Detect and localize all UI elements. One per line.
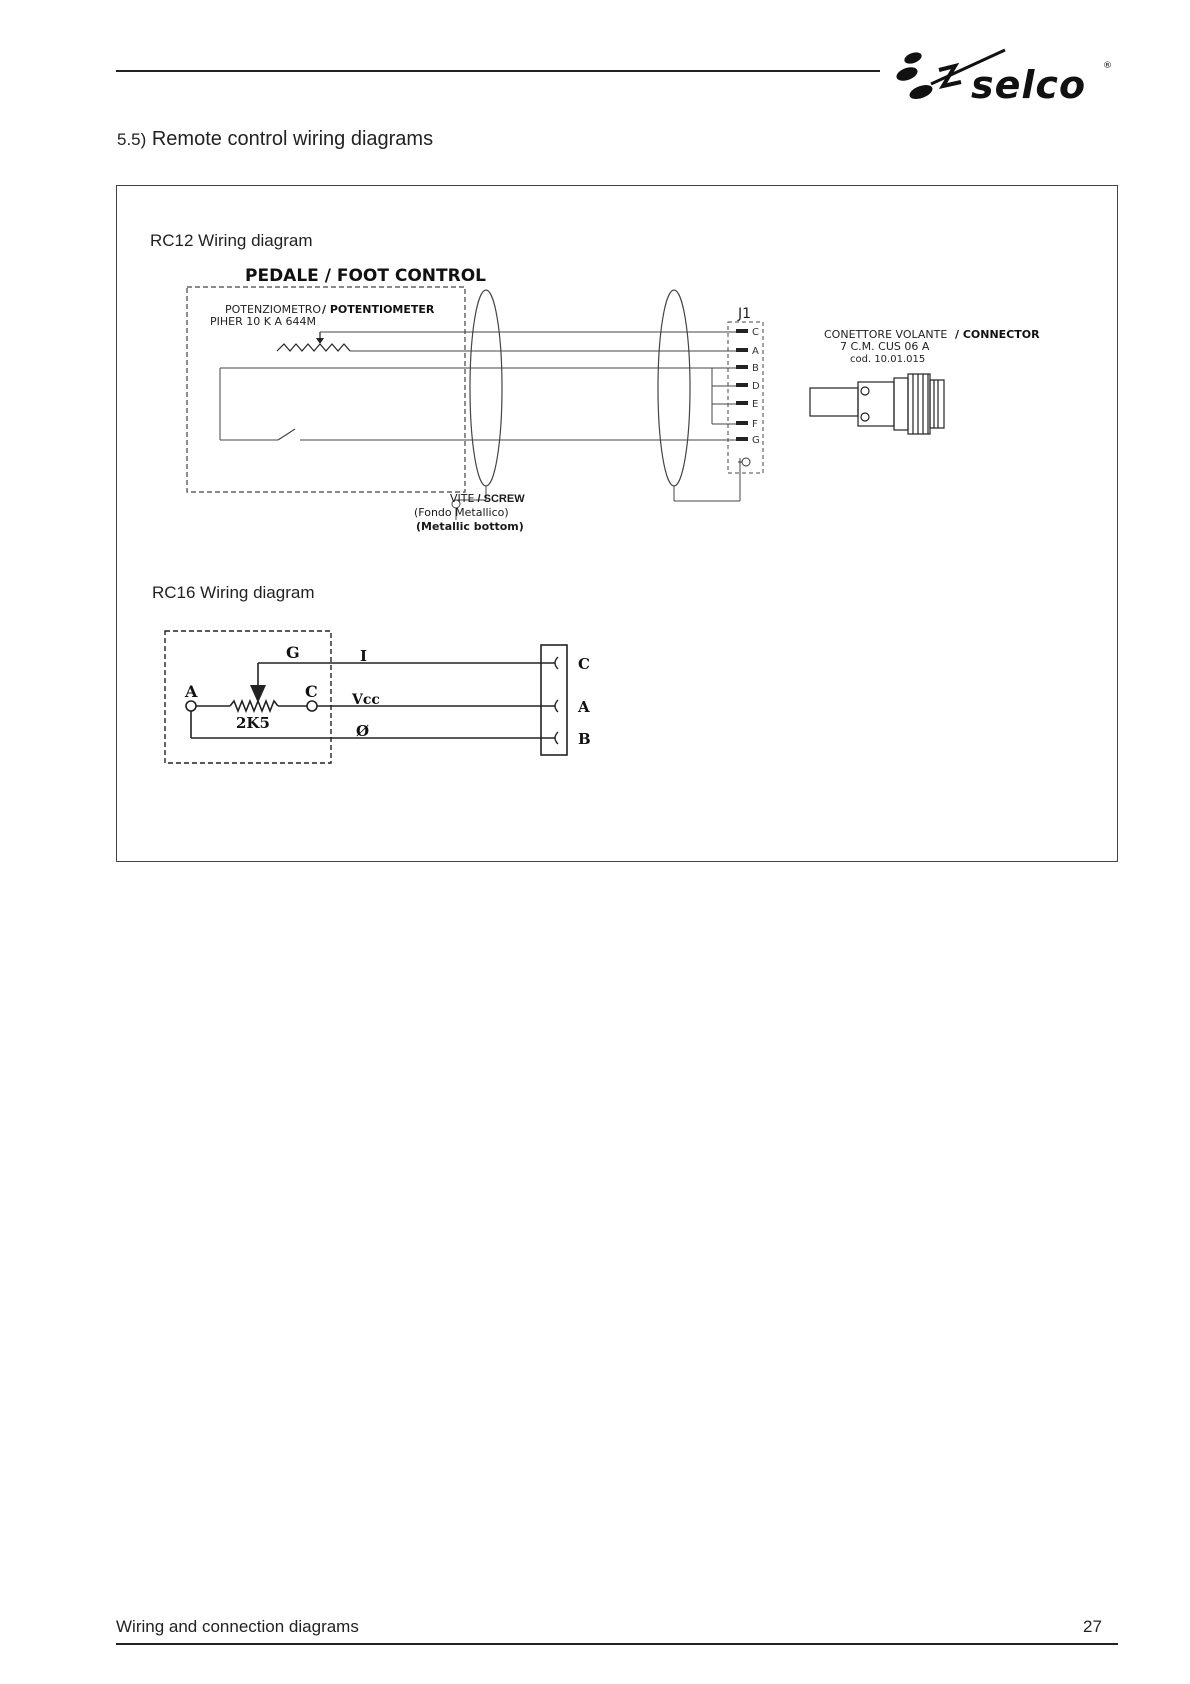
pot-label-en: / POTENTIOMETER [322,303,435,316]
resistor-symbol [230,701,278,711]
signal-ground-label: Ø [356,722,370,740]
registered-mark: ® [1103,61,1112,71]
connector-code: cod. 10.01.015 [850,354,926,365]
j1-pin-label: G [752,435,760,446]
connector-label-it: CONETTORE VOLANTE [824,328,948,341]
brand-logo [895,44,1115,108]
plug-pin-label: B [578,730,591,748]
screw-label-en: / SCREW [477,493,525,505]
j1-pin-label: F [752,419,758,430]
footer-rule [116,1643,1118,1645]
signal-i-label: I [360,647,368,665]
pot-label-it: POTENZIOMETRO [225,303,322,316]
plug-pin-label: A [578,698,590,716]
brand-name: selco [971,63,1087,107]
cable-shield-left [470,290,502,486]
node-g-label: G [286,643,300,662]
screw-label-it: VITE [450,492,475,505]
brand-logo-graphic [895,44,1115,108]
terminal-a [186,701,196,711]
terminal-c [307,701,317,711]
signal-vcc-label: Vcc [352,692,380,708]
switch-symbol [278,429,295,440]
connector-model: 7 C.M. CUS 06 A [840,340,930,353]
j1-label: J1 [738,306,752,322]
j1-pin-label: D [752,381,760,392]
resistor-value: 2K5 [236,714,270,732]
footer-title: Wiring and connection diagrams [116,1617,359,1636]
rc16-diagram [160,625,610,770]
cable-shield-right [658,290,690,486]
node-c-label: C [305,682,318,701]
section-title: Remote control wiring diagrams [151,128,434,150]
j1-pin-label: B [752,363,759,374]
rc16-title: RC16 Wiring diagram [152,583,315,602]
plug-pin-label: C [578,655,590,673]
pedal-label: PEDALE / FOOT CONTROL [245,266,486,286]
screw-note-en: (Metallic bottom) [416,520,524,533]
j1-pin-label: E [752,399,759,410]
j1-box [728,322,763,473]
screw-note-it: (Fondo Metallico) [414,506,509,519]
j1-pin-label: C [752,327,759,338]
connector-label-en: / CONNECTOR [955,328,1040,341]
screw-label [450,492,525,506]
rc12-title: RC12 Wiring diagram [150,231,313,250]
header-rule [116,70,880,72]
node-a-label: A [185,682,198,701]
section-number: 5.5) [117,130,147,149]
connector-drawing [810,374,944,434]
pot-model: PIHER 10 K A 644M [210,315,316,328]
rc12-diagram [180,258,1060,548]
page-number: 27 [1083,1617,1102,1636]
potentiometer-symbol [277,344,350,351]
j1-pins [736,327,760,466]
j1-pin-label: A [752,346,759,357]
section-heading [117,128,433,151]
